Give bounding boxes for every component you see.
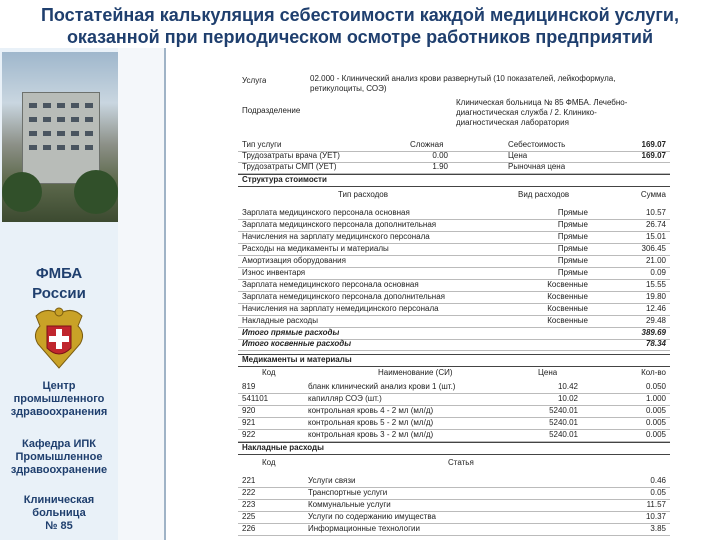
overhead-columns xyxy=(238,458,670,469)
fmba-line-2: России xyxy=(32,285,86,302)
labor-doc-value: 0.00 xyxy=(432,151,448,160)
expense-kind: Прямые xyxy=(557,268,588,277)
materials-header xyxy=(238,354,670,367)
expense-name: Начисления на зарплату медицинского персонала xyxy=(242,232,430,241)
material-name: контрольная кровь 3 - 2 мл (мл/д) xyxy=(308,430,434,439)
total-indirect-label: Итого косвенные расходы xyxy=(242,339,352,348)
expense-sum: 15.01 xyxy=(645,232,666,241)
table-row xyxy=(238,524,670,536)
material-qty: 0.050 xyxy=(645,382,666,391)
material-qty: 0.005 xyxy=(645,418,666,427)
expense-sum: 15.55 xyxy=(645,280,666,289)
expense-kind: Прямые xyxy=(557,232,588,241)
divider-line xyxy=(164,48,166,540)
labor-doc-label: Трудозатраты врача (УЕТ) xyxy=(242,151,340,160)
division-label: Подразделение xyxy=(242,106,301,115)
material-code: 819 xyxy=(242,382,256,391)
expense-name: Зарплата немедицинского персонала дополнительная xyxy=(242,292,445,301)
fmba-line-1: ФМБА xyxy=(35,265,83,282)
table-row xyxy=(238,244,670,256)
expense-name: Зарплата медицинского персонала основная xyxy=(242,208,410,217)
overhead-name: Услуги по содержанию имущества xyxy=(308,512,436,521)
overhead-sum: 0.05 xyxy=(650,488,666,497)
expense-kind: Косвенные xyxy=(547,280,588,289)
expense-name: Накладные расходы xyxy=(242,316,318,325)
table-row xyxy=(238,220,670,232)
col-kind: Вид расходов xyxy=(518,190,570,199)
col-sum: Сумма xyxy=(640,190,666,199)
table-row xyxy=(238,406,670,418)
division-value-3: диагностическая лаборатория xyxy=(456,118,569,127)
overhead-name: Транспортные услуги xyxy=(308,488,388,497)
service-value-2: ретикулоциты, СОЭ) xyxy=(310,84,387,93)
calculation-document xyxy=(238,70,670,540)
title-line-1: Постатейная калькуляция себестоимости каждой медицинской услуги, xyxy=(40,5,679,25)
dept-line-3: здравоохранение xyxy=(10,464,108,476)
divider-panel xyxy=(118,48,166,540)
material-name: контрольная кровь 5 - 2 мл (мл/д) xyxy=(308,418,434,427)
expense-name: Расходы на медикаменты и материалы xyxy=(242,244,389,253)
overhead-code: 222 xyxy=(242,488,256,497)
total-direct-label: Итого прямые расходы xyxy=(242,328,340,337)
expense-name: Зарплата немедицинского персонала основная xyxy=(242,280,419,289)
center-label xyxy=(0,380,118,419)
expense-name: Начисления на зарплату немедицинского персонала xyxy=(242,304,439,313)
division-value-1: Клиническая больница № 85 ФМБА. Лечебно- xyxy=(456,98,628,107)
page-title xyxy=(0,0,720,52)
mat-col-name: Наименование (СИ) xyxy=(378,368,453,377)
material-name: контрольная кровь 4 - 2 мл (мл/д) xyxy=(308,406,434,415)
type-label: Тип услуги xyxy=(242,140,282,149)
material-code: 921 xyxy=(242,418,256,427)
ovh-col-code: Код xyxy=(262,458,276,467)
overhead-code: 226 xyxy=(242,524,256,533)
material-price: 5240.01 xyxy=(549,418,578,427)
labor-nurse-label: Трудозатраты СМП (УЕТ) xyxy=(242,162,337,171)
material-qty: 0.005 xyxy=(645,430,666,439)
expense-sum: 21.00 xyxy=(645,256,666,265)
overhead-code: 225 xyxy=(242,512,256,521)
title-line-2: оказанной при периодическом осмотре работников предприятий xyxy=(66,27,654,47)
expense-name: Износ инвентаря xyxy=(242,268,306,277)
ovh-col-name: Статья xyxy=(448,458,474,467)
expense-sum: 306.45 xyxy=(641,244,666,253)
overhead-label: Накладные расходы xyxy=(242,443,324,452)
overhead-name: Информационные технологии xyxy=(308,524,420,533)
overhead-header xyxy=(238,442,670,455)
expense-kind: Прямые xyxy=(557,244,588,253)
overhead-sum: 11.57 xyxy=(646,500,666,509)
table-row xyxy=(238,292,670,304)
material-name: бланк клинический анализ крови 1 (шт.) xyxy=(308,382,456,391)
expense-sum: 29.48 xyxy=(645,316,666,325)
cost-label: Себестоимость xyxy=(508,140,566,149)
table-row xyxy=(238,382,670,394)
expense-sum: 12.46 xyxy=(645,304,666,313)
expense-kind: Косвенные xyxy=(547,292,588,301)
expense-name: Зарплата медицинского персонала дополнительная xyxy=(242,220,437,229)
total-direct-value: 389.69 xyxy=(641,328,666,337)
expense-kind: Прямые xyxy=(557,208,588,217)
table-row xyxy=(238,512,670,524)
expense-kind: Прямые xyxy=(557,220,588,229)
expense-kind: Косвенные xyxy=(547,316,588,325)
overhead-sum: 3.85 xyxy=(650,524,666,533)
dept-line-1: Кафедра ИПК xyxy=(22,438,96,450)
cost-value: 169.07 xyxy=(641,140,666,149)
hospital-line-1: Клиническая xyxy=(23,494,95,506)
material-code: 922 xyxy=(242,430,256,439)
materials-label: Медикаменты и материалы xyxy=(242,355,352,364)
table-row xyxy=(238,268,670,280)
total-indirect-value: 78.34 xyxy=(645,339,666,348)
mat-col-code: Код xyxy=(262,368,276,377)
overhead-name: Коммунальные услуги xyxy=(308,500,391,509)
type-value: Сложная xyxy=(410,140,444,149)
mat-col-qty: Кол-во xyxy=(641,368,666,377)
material-price: 10.42 xyxy=(557,382,578,391)
fmba-emblem-icon xyxy=(26,304,92,372)
material-code: 541101 xyxy=(242,394,269,403)
hospital-line-3: № 85 xyxy=(45,520,73,532)
total-indirect-row xyxy=(238,339,670,351)
building-photo-icon xyxy=(2,52,118,222)
service-value-1: 02.000 - Клинический анализ крови развернутый (10 показателей, лейкоформула, xyxy=(310,74,616,83)
material-price: 10.02 xyxy=(557,394,578,403)
labor-nurse-value: 1.90 xyxy=(432,162,448,171)
structure-label: Структура стоимости xyxy=(242,175,327,184)
overhead-name: Услуги связи xyxy=(308,476,356,485)
material-price: 5240.01 xyxy=(549,430,578,439)
price-label: Цена xyxy=(508,151,528,160)
material-qty: 0.005 xyxy=(645,406,666,415)
table-row xyxy=(238,232,670,244)
fmba-label xyxy=(0,264,118,304)
expense-sum: 19.80 xyxy=(645,292,666,301)
overhead-sum: 10.37 xyxy=(645,512,666,521)
hospital-label xyxy=(0,494,118,533)
expenses-header xyxy=(238,190,670,201)
expense-sum: 10.57 xyxy=(645,208,666,217)
expense-sum: 0.09 xyxy=(650,268,666,277)
table-row xyxy=(238,488,670,500)
structure-header xyxy=(238,174,670,187)
expense-kind: Косвенные xyxy=(547,304,588,313)
expense-name: Амортизация оборудования xyxy=(242,256,346,265)
mat-col-price: Цена xyxy=(538,368,558,377)
table-row xyxy=(238,430,670,442)
table-row xyxy=(238,476,670,488)
table-row xyxy=(238,256,670,268)
materials-columns xyxy=(238,368,670,379)
table-row xyxy=(238,418,670,430)
service-label: Услуга xyxy=(242,76,267,85)
expense-kind: Прямые xyxy=(557,256,588,265)
expense-sum: 26.74 xyxy=(645,220,666,229)
table-row xyxy=(238,208,670,220)
material-price: 5240.01 xyxy=(549,406,578,415)
overhead-code: 221 xyxy=(242,476,256,485)
center-line-3: здравоохранения xyxy=(10,406,108,418)
table-row xyxy=(238,304,670,316)
material-qty: 1.000 xyxy=(645,394,666,403)
division-value-2: диагностическая служба / 2. Клинико- xyxy=(456,108,597,117)
table-row xyxy=(238,500,670,512)
center-line-2: промышленного xyxy=(13,393,105,405)
col-type: Тип расходов xyxy=(338,190,389,199)
market-price-label: Рыночная цена xyxy=(508,162,566,171)
center-line-1: Центр xyxy=(42,380,76,392)
hospital-line-2: больница xyxy=(32,507,86,519)
overhead-code: 223 xyxy=(242,500,256,509)
table-row xyxy=(238,280,670,292)
table-row xyxy=(238,316,670,328)
table-row xyxy=(238,394,670,406)
material-code: 920 xyxy=(242,406,256,415)
material-name: капилляр СОЭ (шт.) xyxy=(308,394,382,403)
price-value: 169.07 xyxy=(641,151,666,160)
labor-nurse-row xyxy=(238,162,670,174)
dept-line-2: Промышленное xyxy=(15,451,103,463)
dept-label xyxy=(0,438,118,477)
overhead-sum: 0.46 xyxy=(650,476,666,485)
